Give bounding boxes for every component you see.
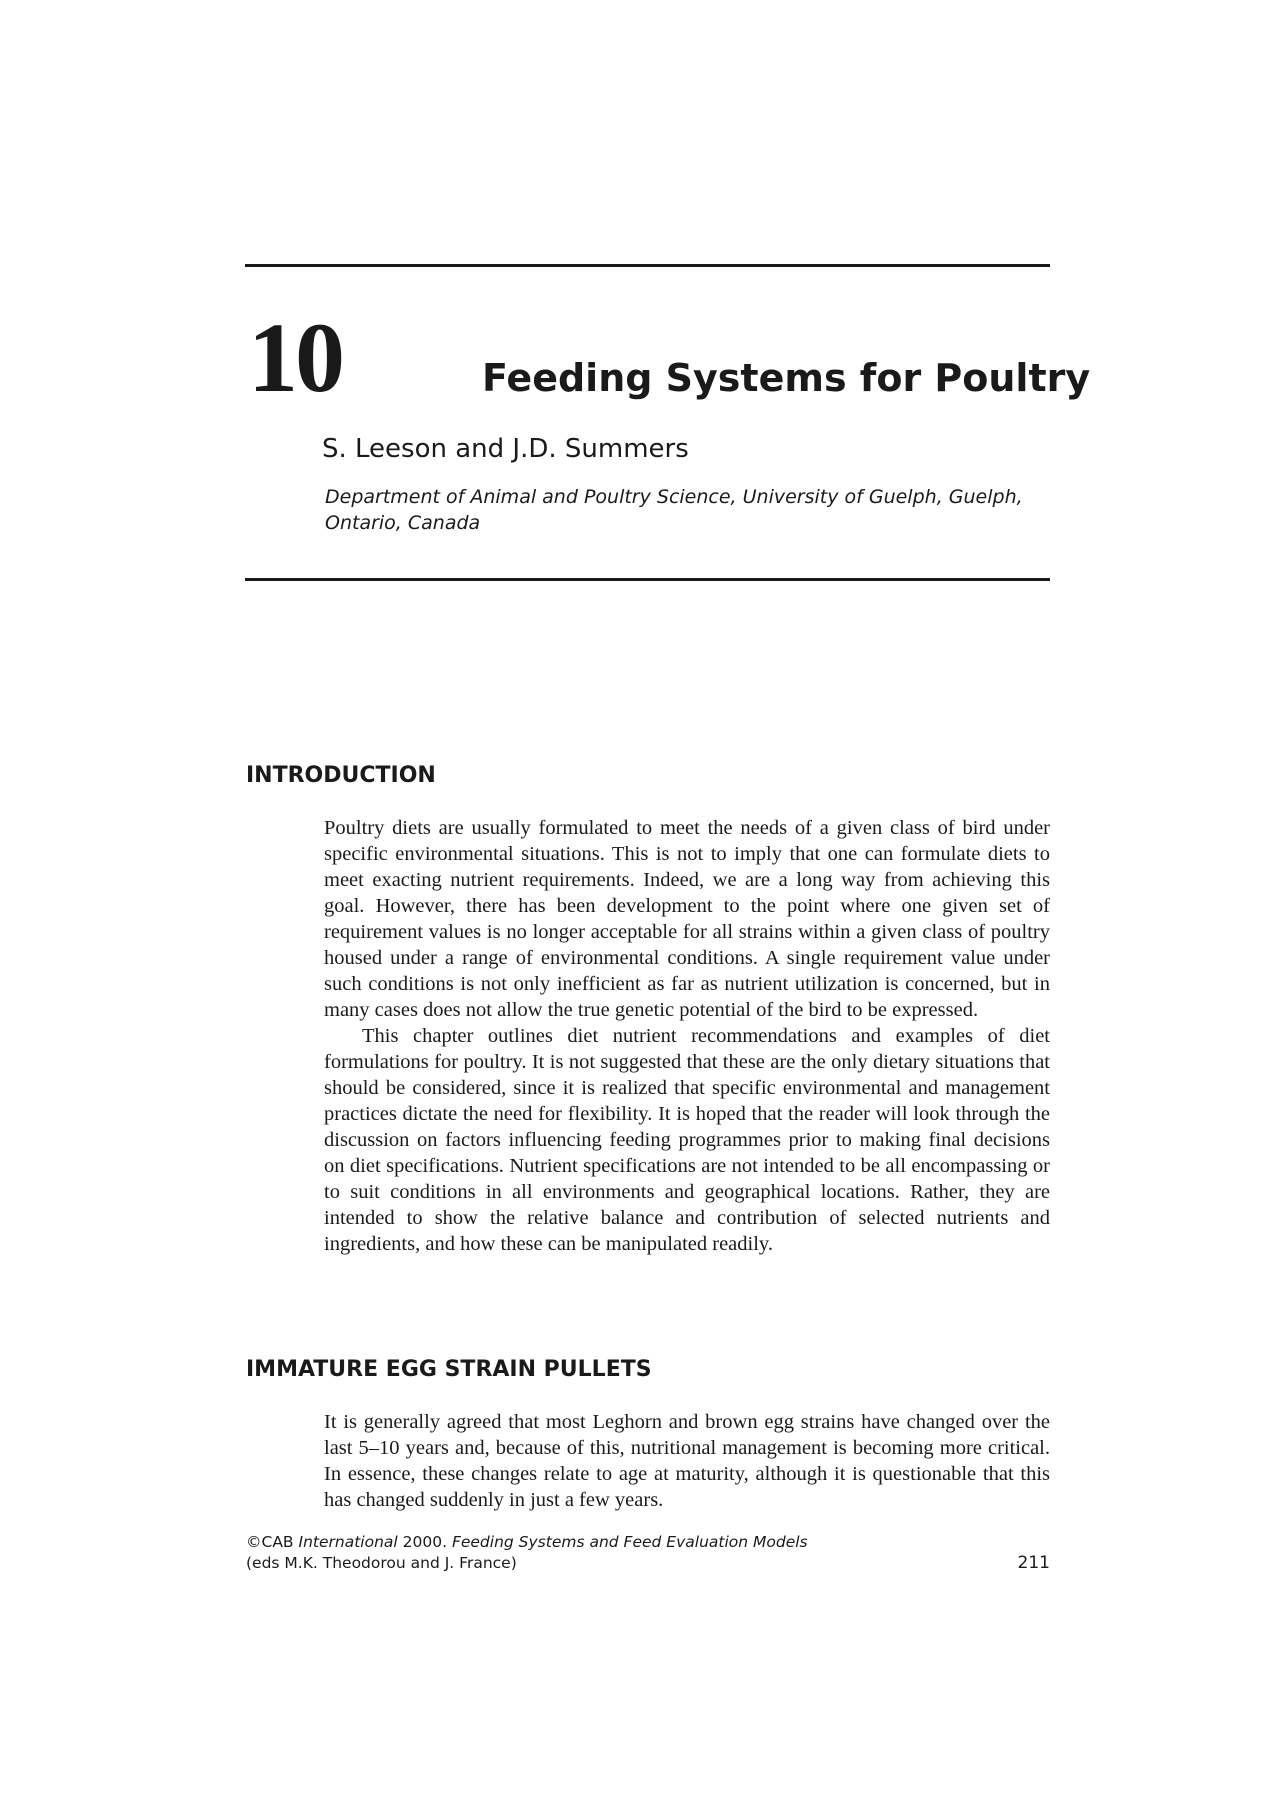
chapter-authors: S. Leeson and J.D. Summers	[322, 434, 689, 464]
copyright-line	[246, 1532, 1050, 1553]
chapter-number: 10	[248, 302, 342, 413]
section-body-introduction	[324, 815, 1050, 1257]
book-title: Feeding Systems and Feed Evaluation Models	[451, 1533, 808, 1551]
section-body-immature-egg-strain-pullets	[324, 1409, 1050, 1513]
page-number: 211	[1017, 1553, 1050, 1573]
bottom-rule	[245, 578, 1050, 581]
section-heading-introduction: INTRODUCTION	[246, 763, 436, 788]
editors-line: (eds M.K. Theodorou and J. France)	[246, 1554, 517, 1572]
body-paragraph: This chapter outlines diet nutrient recommendations and examples of diet formulations for poultry. It is not suggested that these are the only dietary situations that should be considered, since it is realized that specific environmental and management practices dictate the need for flexibility. It is hoped that the reader will look through the discussion on factors influencing feeding programmes prior to making final decisions on diet specifications. Nutrient specifications are not intended to be all encompassing or to suit conditions in all environments and geographical locations. Rather, they are intended to show the relative balance and contribution of selected nutrients and ingredients, and how these can be manipulated readily.	[324, 1025, 1050, 1255]
author-affiliation: Department of Animal and Poultry Science, University of Guelph, Guelph, Ontario, Canada	[325, 486, 1023, 534]
chapter-title: Feeding Systems for Poultry	[482, 356, 1091, 400]
section-heading-immature-egg-strain-pullets: IMMATURE EGG STRAIN PULLETS	[246, 1357, 652, 1382]
publisher-name: International	[298, 1533, 398, 1551]
page-footer	[246, 1532, 1050, 1574]
body-paragraph: Poultry diets are usually formulated to meet the needs of a given class of bird under specific environmental situations. This is not to imply that one can formulate diets to meet exacting nutrient requirements. Indeed, we are a long way from achieving this goal. However, there has been development to the point where one given set of requirement values is no longer acceptable for all strains within a given class of poultry housed under a range of environmental conditions. A single requirement value under such conditions is not only inefficient as far as nutrient utilization is concerned, but in many cases does not allow the true genetic potential of the bird to be expressed.	[324, 817, 1050, 1021]
top-rule	[245, 264, 1050, 267]
body-paragraph: It is generally agreed that most Leghorn and brown egg strains have changed over the last 5–10 years and, because of this, nutritional management is becoming more critical. In essence, these changes relate to age at maturity, although it is questionable that this has changed suddenly in just a few years.	[324, 1411, 1050, 1511]
publication-year: 2000.	[397, 1533, 452, 1551]
copyright-mark: ©CAB	[246, 1533, 294, 1551]
